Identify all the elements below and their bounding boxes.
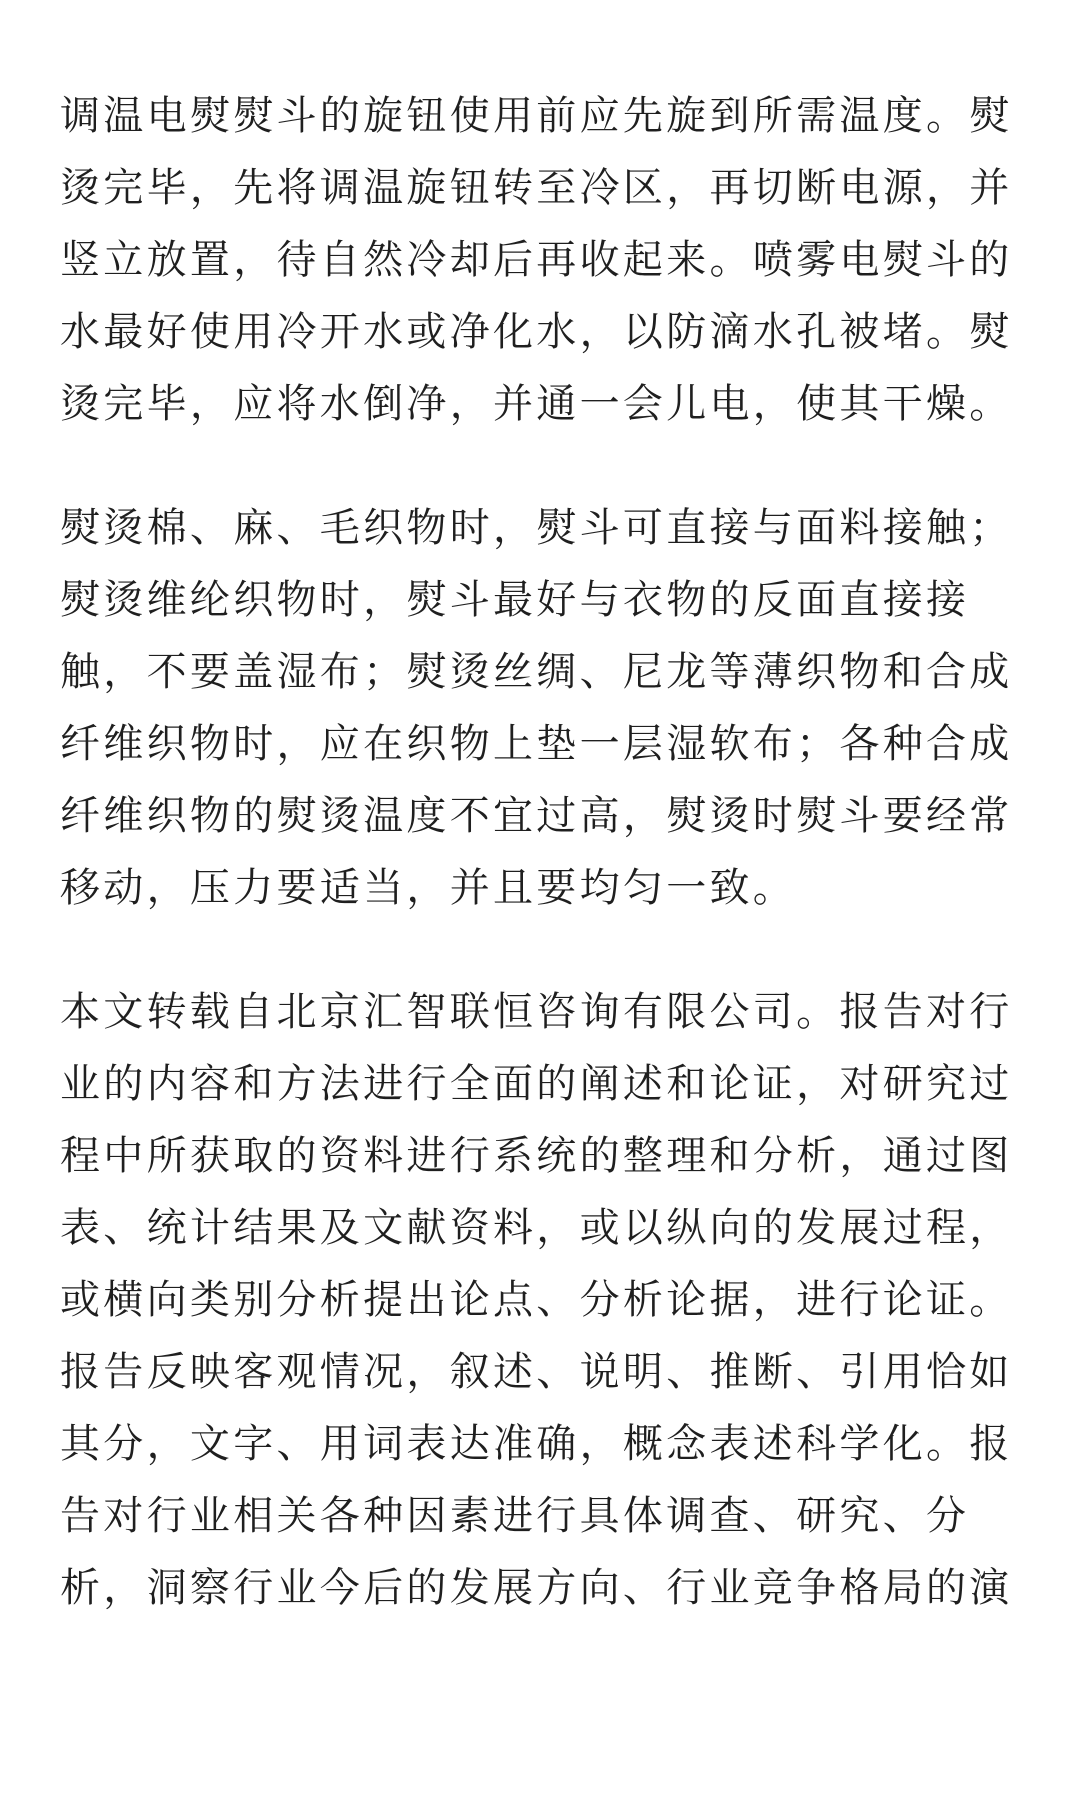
text-line: 烫完毕，应将水倒净，并通一会儿电，使其干燥。 <box>60 381 1013 427</box>
paragraph-iron-usage <box>60 80 1020 440</box>
text-line: 告对行业相关各种因素进行具体调查、研究、分 <box>60 1493 970 1539</box>
text-line: 表、统计结果及文献资料，或以纵向的发展过程， <box>60 1205 1013 1251</box>
text-line: 竖立放置，待自然冷却后再收起来。喷雾电熨斗的 <box>60 237 1013 283</box>
text-line: 业的内容和方法进行全面的阐述和论证，对研究过 <box>60 1061 1013 1107</box>
text-line: 程中所获取的资料进行系统的整理和分析，通过图 <box>60 1133 1013 1179</box>
paragraph-source-report <box>60 976 1020 1624</box>
paragraph-fabric-ironing <box>60 492 1020 924</box>
text-line: 水最好使用冷开水或净化水，以防滴水孔被堵。熨 <box>60 309 1013 355</box>
text-line: 本文转载自北京汇智联恒咨询有限公司。报告对行 <box>60 989 1013 1035</box>
text-line: 纤维织物时，应在织物上垫一层湿软布；各种合成 <box>60 721 1013 767</box>
text-line: 移动，压力要适当，并且要均匀一致。 <box>60 865 797 911</box>
text-line: 触，不要盖湿布；熨烫丝绸、尼龙等薄织物和合成 <box>60 649 1013 695</box>
text-line: 析，洞察行业今后的发展方向、行业竞争格局的演 <box>60 1565 1013 1611</box>
text-line: 纤维织物的熨烫温度不宜过高，熨烫时熨斗要经常 <box>60 793 1013 839</box>
text-line: 其分，文字、用词表达准确，概念表述科学化。报 <box>60 1421 1013 1467</box>
text-line: 熨烫维纶织物时，熨斗最好与衣物的反面直接接 <box>60 577 970 623</box>
text-line: 报告反映客观情况，叙述、说明、推断、引用恰如 <box>60 1349 1013 1395</box>
text-line: 或横向类别分析提出论点、分析论据，进行论证。 <box>60 1277 1013 1323</box>
text-line: 调温电熨熨斗的旋钮使用前应先旋到所需温度。熨 <box>60 93 1013 139</box>
text-line: 烫完毕，先将调温旋钮转至冷区，再切断电源，并 <box>60 165 1013 211</box>
text-line: 熨烫棉、麻、毛织物时，熨斗可直接与面料接触； <box>60 505 1013 551</box>
